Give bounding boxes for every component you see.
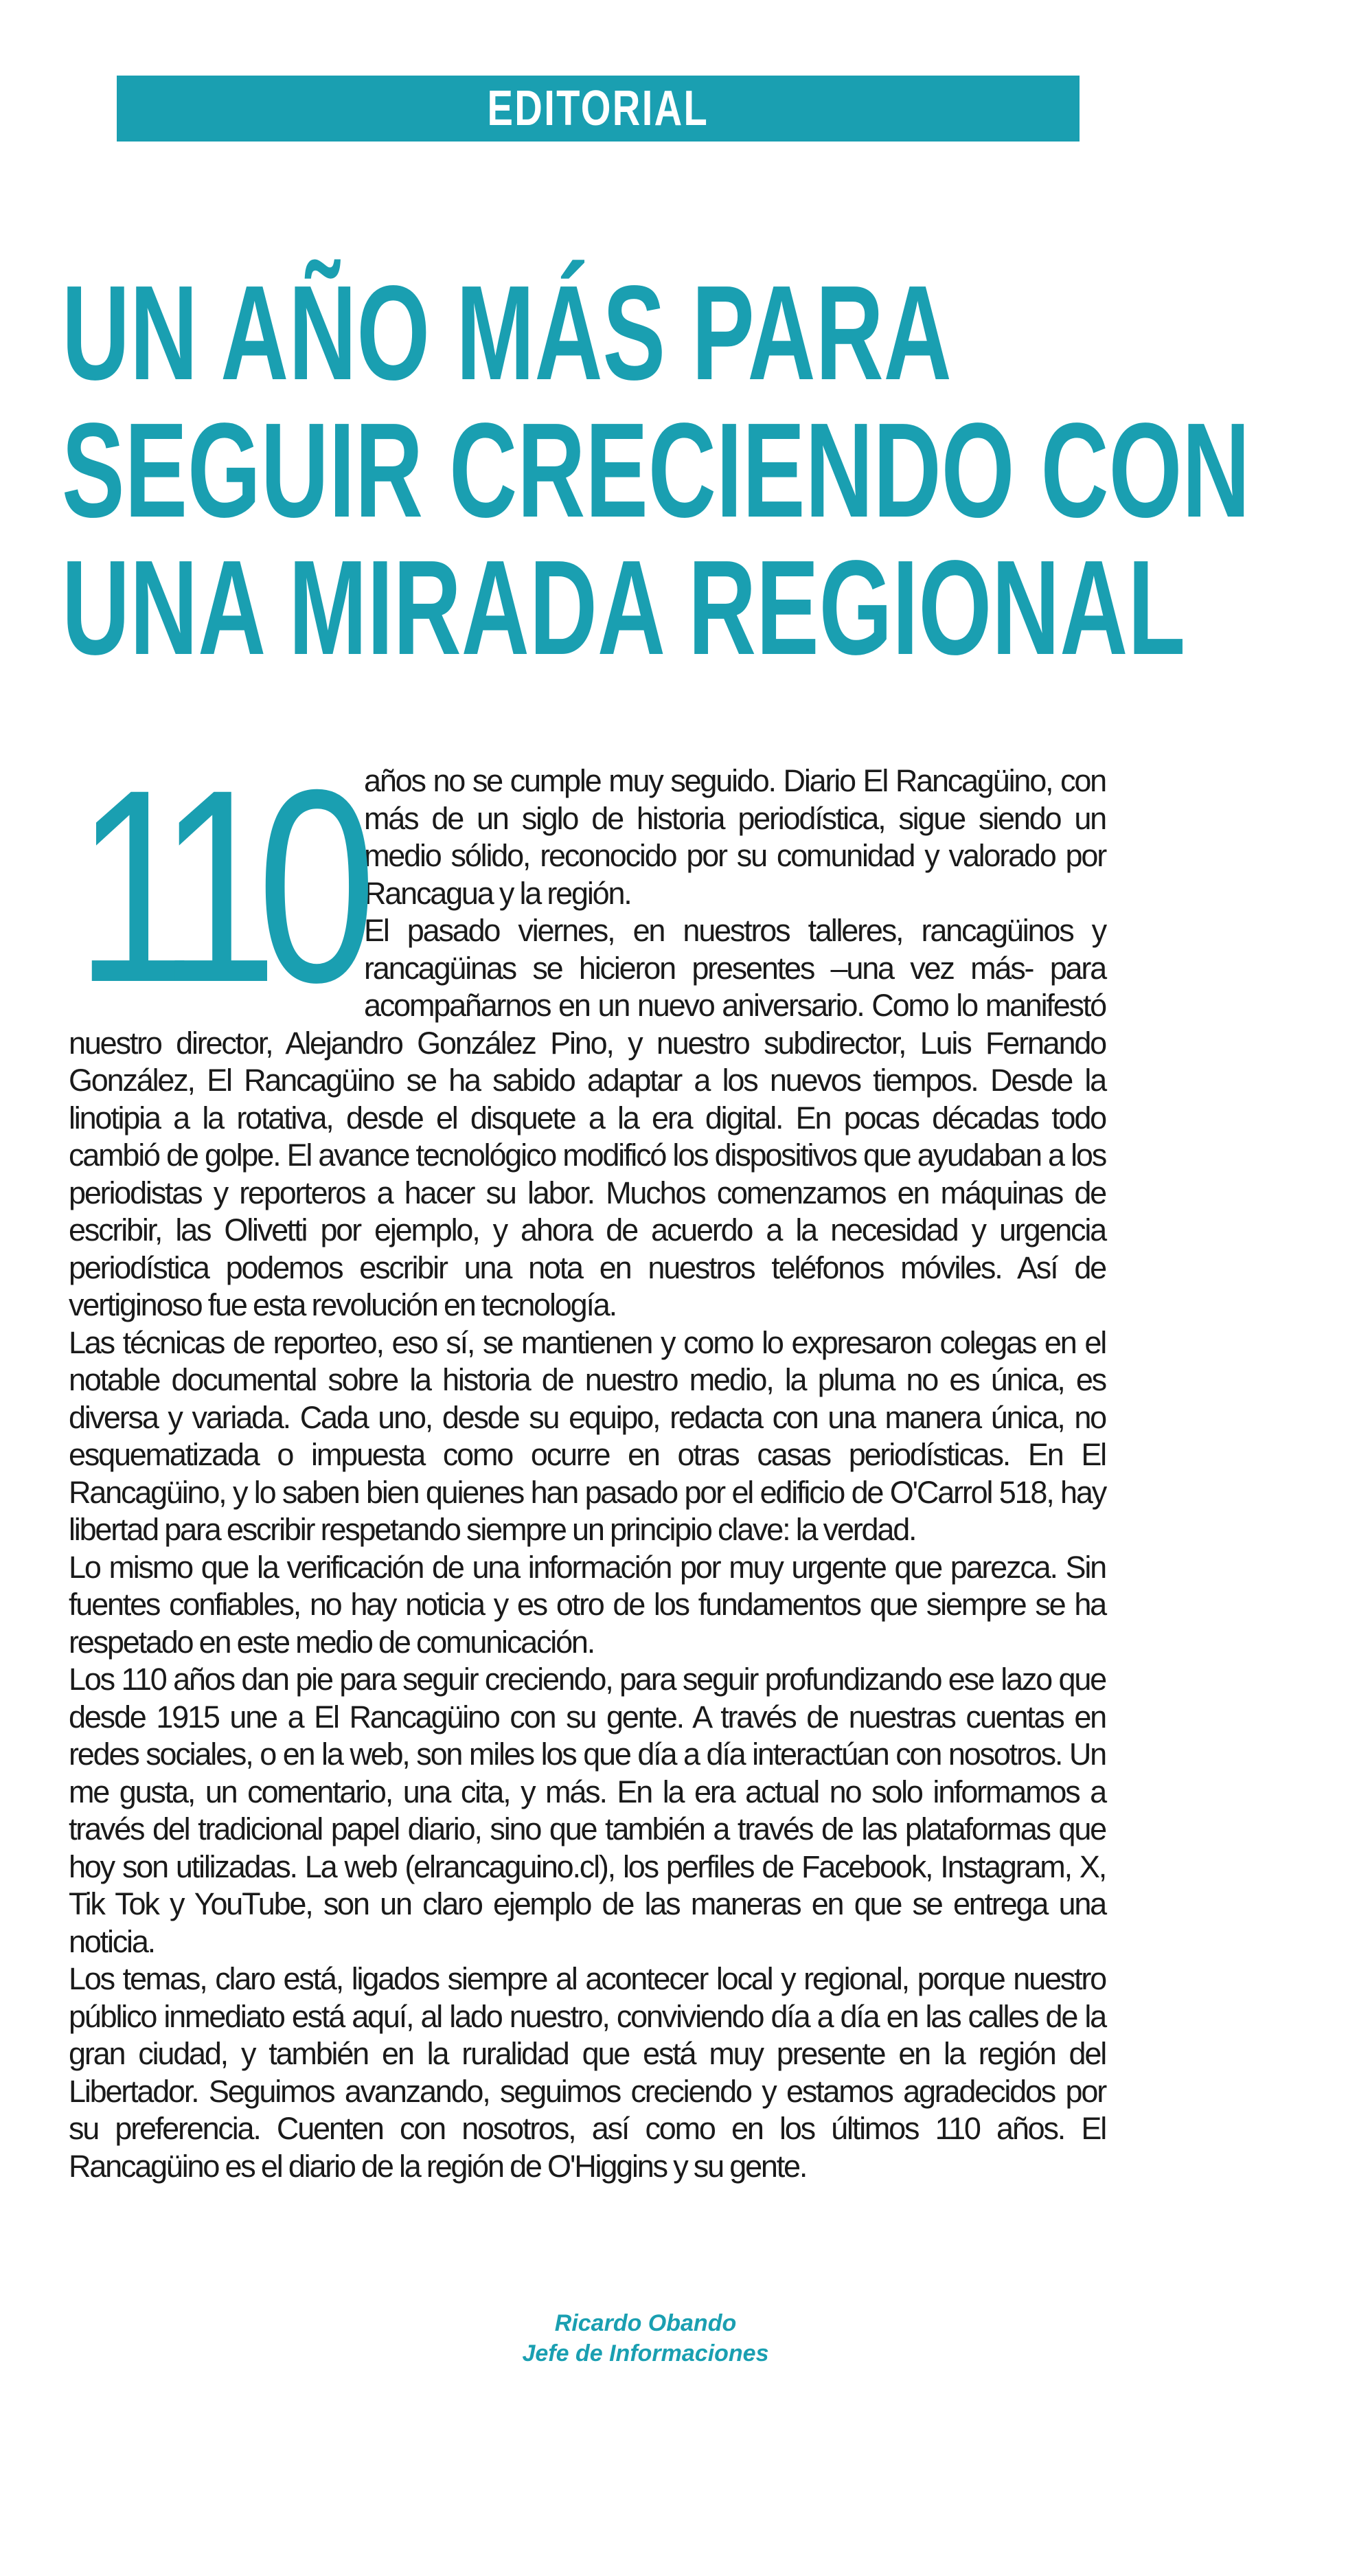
headline-line-1: UN AÑO MÁS PARA	[62, 258, 952, 408]
author-role: Jefe de Informaciones	[522, 2340, 769, 2366]
paragraph-4: Lo mismo que la verificación de una información por muy urgente que parezca. Sin fuentes confiables, no hay noticia y es otro de los fundamentos que siempre se ha respetado en este medio de comunicación.	[69, 1549, 1106, 1660]
paragraph-2: El pasado viernes, en nuestros talleres, rancagüinos y rancagüinas se hicieron presentes –una vez más- para acompañarnos en un nuevo aniversario. Como lo manifestó nuestro director, Alejandro González Pino, y nuestro subdirector, Luis Fernando González, El Rancagüino se ha sabido adaptar a los nuevos tiempos. Desde la linotipia a la rotativa, desde el disquete a la era digital. En pocas décadas todo cambió de golpe. El avance tecnológico modificó los dispositivos que ayudaban a los periodistas y reporteros a hacer su labor. Muchos comenzamos en máquinas de escribir, las Olivetti por ejemplo, y ahora de acuerdo a la necesidad y urgencia periodística podemos escribir una nota en nuestros teléfonos móviles. Así de vertiginoso fue esta revolución en tecnología.	[69, 913, 1106, 1322]
headline-line-3: UNA MIRADA REGIONAL	[62, 532, 1186, 683]
section-label: EDITORIAL	[487, 81, 709, 136]
drop-cap-number: 110	[76, 732, 356, 1039]
paragraph-1: años no se cumple muy seguido. Diario El Rancagüino, con más de un siglo de historia periodística, sigue siendo un medio sólido, reconocido por su comunidad y valorado por Rancagua y la región.	[364, 763, 1106, 911]
author-name: Ricardo Obando	[554, 2310, 737, 2336]
paragraph-6: Los temas, claro está, ligados siempre al acontecer local y regional, porque nuestro público inmediato está aquí, al lado nuestro, conviviendo día a día en las calles de la gran ciudad, y también en la ruralidad que está muy presente en la región del Libertador. Seguimos avanzando, seguimos creciendo y estamos agradecidos por su preferencia. Cuenten con nosotros, así como en los últimos 110 años. El Rancagüino es el diario de la región de O'Higgins y su gente.	[69, 1961, 1106, 2184]
headline-line-2: SEGUIR CRECIENDO CON	[62, 395, 1251, 545]
paragraph-5: Los 110 años dan pie para seguir creciendo, para seguir profundizando ese lazo que desde 1915 une a El Rancagüino con su gente. A través de nuestras cuentas en redes sociales, o en la web, son miles los que día a día interactúan con nosotros. Un me gusta, un comentario, una cita, y más. En la era actual no solo informamos a través del tradicional papel diario, sino que también a través de las plataformas que hoy son utilizadas. La web (elrancaguino.cl), los perfiles de Facebook, Instagram, X, Tik Tok y YouTube, son un claro ejemplo de las maneras en que se entrega una noticia.	[69, 1662, 1106, 1959]
headline	[62, 258, 1251, 683]
paragraph-3: Las técnicas de reporteo, eso sí, se mantienen y como lo expresaron colegas en el notable documental sobre la historia de nuestro medio, la pluma no es única, es diversa y variada. Cada uno, desde su equipo, redacta con una manera única, no esquematizada o impuesta como ocurre en otras casas periodísticas. En El Rancagüino, y lo saben bien quienes han pasado por el edificio de O'Carrol 518, hay libertad para escribir respetando siempre un principio clave: la verdad.	[69, 1324, 1106, 1547]
author-signature	[467, 2308, 824, 2369]
section-header-bar	[117, 76, 1080, 142]
article-body	[69, 732, 1106, 2185]
